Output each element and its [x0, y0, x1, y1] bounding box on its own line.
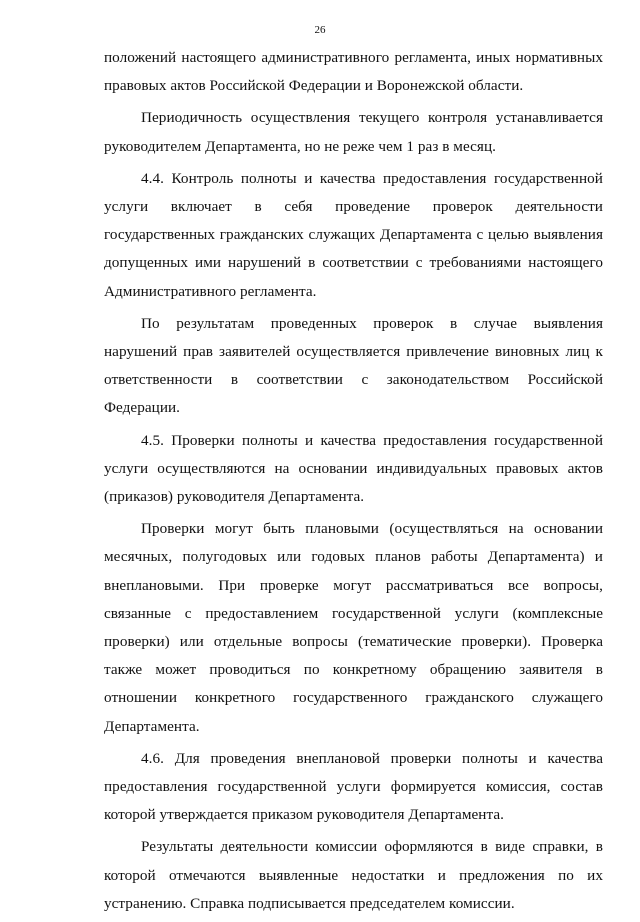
paragraph-4-6: 4.6. Для проведения внеплановой проверки полноты и качества предоставления государственной услуги формируется комиссия, состав которой утверждается приказом руководителя Департамента.: [104, 749, 603, 824]
paragraph-4-4: 4.4. Контроль полноты и качества предоставления государственной услуги включает в себя проведение проверок деятельности государственных гражданских служащих Департамента с целью выявления допущенных ими нарушений в соответствии с требованиями настоящего Административного регламента.: [104, 169, 603, 300]
paragraph-continuation: положений настоящего административного регламента, иных нормативных правовых актов Российской Федерации и Воронежской области.: [104, 49, 603, 95]
paragraph-commission-results: Результаты деятельности комиссии оформляются в виде справки, в которой отмечаются выявленные недостатки и предложения по их устранению. Справка подписывается председателем комиссии.: [104, 838, 603, 912]
paragraph-4-5: 4.5. Проверки полноты и качества предоставления государственной услуги осуществляются на основании индивидуальных правовых актов (приказов) руководителя Департамента.: [104, 431, 603, 506]
paragraph-violations-liability: По результатам проведенных проверок в случае выявления нарушений прав заявителей осуществляется привлечение виновных лиц к ответственности в соответствии с законодательством Российской Федерации.: [104, 314, 603, 417]
paragraph-control-frequency: Периодичность осуществления текущего контроля устанавливается руководителем Департамента, но не реже чем 1 раз в месяц.: [104, 109, 603, 155]
paragraph-inspection-types: Проверки могут быть плановыми (осуществляться на основании месячных, полугодовых или годовых планов работы Департамента) и внеплановыми. При проверке могут рассматриваться все вопросы, связанные с предоставлением государственной услуги (комплексные проверки) или отдельные вопросы (тематические проверки). Проверка также может проводиться по конкретному обращению заявителя в отношении конкретного государственного гражданского служащего Департамента.: [104, 520, 603, 735]
page-number: 26: [314, 24, 326, 36]
document-body: [104, 44, 603, 922]
